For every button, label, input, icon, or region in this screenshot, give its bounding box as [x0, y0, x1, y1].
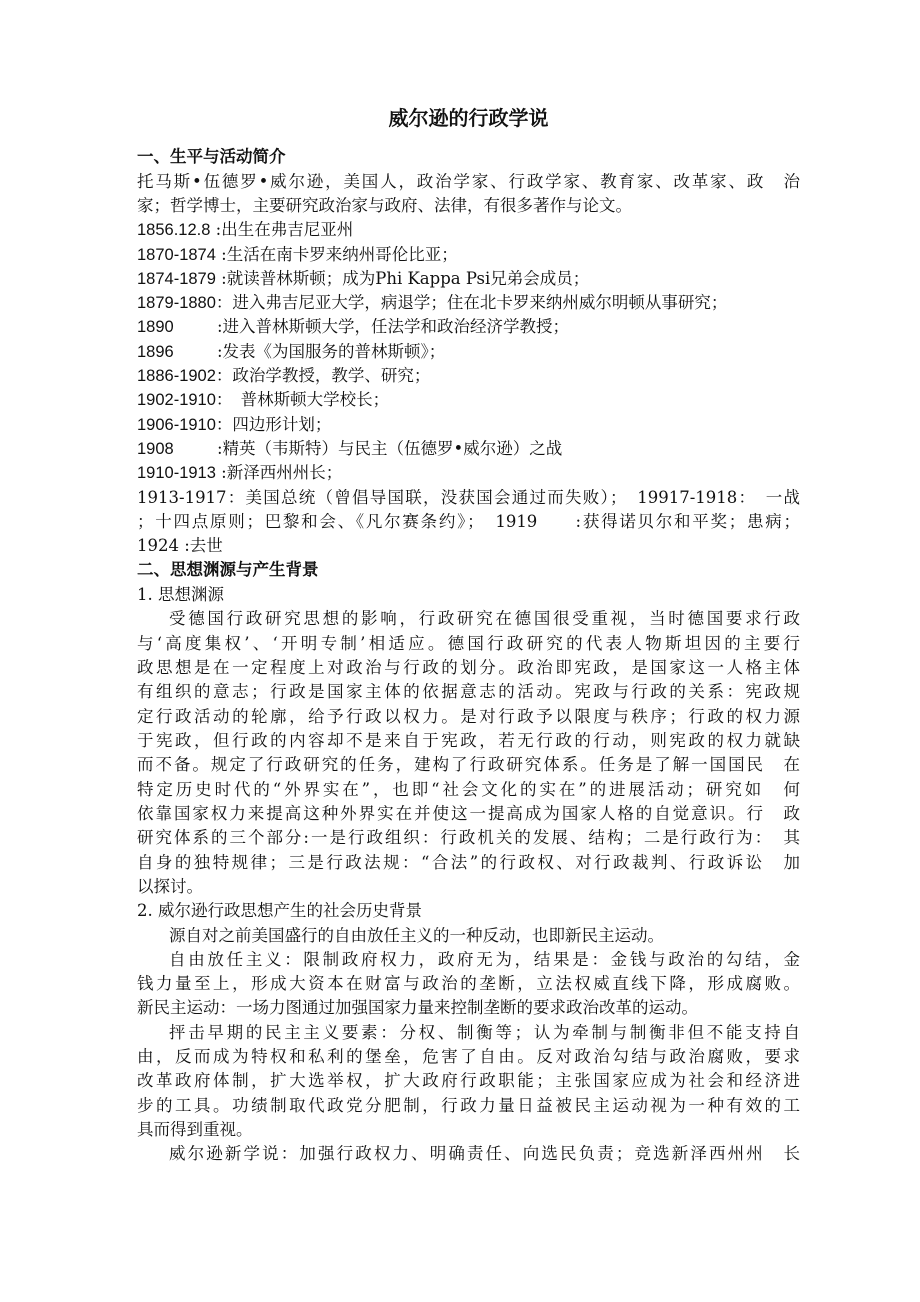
- timeline-date: 1906-1910: [137, 416, 216, 434]
- timeline-date: 1910-1913: [137, 464, 216, 482]
- section2-heading: 二、思想渊源与产生背景: [137, 560, 319, 579]
- timeline-date: 1896: [137, 343, 174, 361]
- paragraph-line: 新民主运动：一场力图通过加强国家力量来控制垄断的要求政治改革的运动。: [137, 998, 698, 1017]
- paragraph-line: 而不备。规定了行政研究的任务，建构了行政研究体系。任务是了解一国国民 在: [137, 755, 800, 774]
- timeline-text: :发表《为国服务的普林斯顿》；: [217, 342, 446, 361]
- timeline-entry: [137, 364, 430, 388]
- presidency-line: 1913-1917：美国总统（曾倡导国联，没获国会通过而失败）； 19917-1918： 一战: [137, 488, 800, 507]
- timeline-entry: [137, 218, 353, 242]
- paragraph-line: 研究体系的三个部分:一是行政组织：行政机关的发展、结构；二是行政行为： 其: [137, 828, 800, 847]
- timeline-text: :进入普林斯顿大学，任法学和政治经济学教授；: [217, 317, 570, 336]
- intro-line: 家；哲学博士，主要研究政治家与政府、法律，有很多著作与论文。: [137, 196, 632, 215]
- subsection-heading: 1. 思想渊源: [137, 585, 224, 604]
- timeline-text: :就读普林斯顿；成为Phi Kappa Psi兄弟会成员；: [215, 269, 590, 288]
- timeline-date: 1902-1910: [137, 391, 216, 409]
- timeline-entry: [137, 267, 589, 291]
- document-title: 威尔逊的行政学说: [388, 106, 549, 130]
- timeline-date: 1890: [137, 318, 174, 336]
- timeline-entry: [137, 388, 389, 412]
- timeline-entry: [137, 315, 569, 339]
- timeline-entry: [137, 413, 331, 437]
- timeline-text: :精英（韦斯特）与民主（伍德罗•威尔逊）之战: [217, 439, 563, 458]
- timeline-text: ：进入弗吉尼亚大学，病退学；住在北卡罗来纳州威尔明顿从事研究；: [215, 293, 728, 312]
- presidency-line: ；十四点原则；巴黎和会、《凡尔赛条约》； 1919 :获得诺贝尔和平奖；患病；: [137, 512, 800, 531]
- timeline-entry: [137, 437, 562, 461]
- timeline-date: 1879-1880: [137, 294, 216, 312]
- timeline-date: 1874-1879: [137, 270, 216, 288]
- paragraph-line: 特定历史时代的“外界实在”，也即“社会文化的实在”的进展活动；研究如 何: [137, 780, 800, 799]
- paragraph-line: 具而得到重视。: [137, 1120, 253, 1139]
- paragraph-line: 于宪政，但行政的内容却不是来自于宪政，若无行政的行动，则宪政的权力就缺: [137, 731, 800, 750]
- paragraph-line: 威尔逊新学说：加强行政权力、明确责任、向选民负责；竞选新泽西州州 长: [169, 1144, 800, 1163]
- paragraph-line: 受德国行政研究思想的影响，行政研究在德国很受重视，当时德国要求行政: [169, 609, 800, 628]
- timeline-text: :新泽西州州长；: [215, 463, 343, 482]
- paragraph-line: 钱力量至上，形成大资本在财富与政治的垄断，立法权威直线下降，形成腐败。: [137, 974, 800, 993]
- timeline-entry: [137, 243, 458, 267]
- paragraph-line: 依靠国家权力来提高这种外界实在并使这一提高成为国家人格的自觉意识。行 政: [137, 804, 800, 823]
- timeline-entry: [137, 340, 445, 364]
- paragraph-line: 自由放任主义：限制政府权力，政府无为，结果是：金钱与政治的勾结，金: [169, 950, 800, 969]
- timeline-date: 1856.12.8: [137, 221, 211, 239]
- timeline-entry: [137, 461, 342, 485]
- timeline-text: ：政治学教授，教学、研究；: [215, 366, 431, 385]
- paragraph-line: 与‘高度集权’、‘开明专制’相适应。德国行政研究的代表人物斯坦因的主要行: [137, 634, 800, 653]
- timeline-entry: [137, 291, 727, 315]
- timeline-text: :出生在弗吉尼亚州: [210, 220, 354, 239]
- timeline-text: ： 普林斯顿大学校长；: [215, 390, 390, 409]
- paragraph-line: 改革政府体制，扩大选举权，扩大政府行政职能；主张国家应成为社会和经济进: [137, 1071, 800, 1090]
- timeline-text: :生活在南卡罗来纳州哥伦比亚；: [215, 245, 458, 264]
- timeline-date: 1886-1902: [137, 367, 216, 385]
- timeline-date: 1870-1874: [137, 246, 216, 264]
- presidency-line: 1924 :去世: [137, 536, 223, 555]
- paragraph-line: 有组织的意志；行政是国家主体的依据意志的活动。宪政与行政的关系：宪政规: [137, 682, 800, 701]
- timeline-text: ：四边形计划；: [215, 415, 332, 434]
- subsection-heading: 2. 威尔逊行政思想产生的社会历史背景: [137, 901, 422, 920]
- section1-heading: 一、生平与活动简介: [137, 147, 286, 166]
- paragraph-line: 自身的独特规律；三是行政法规：“合法”的行政权、对行政裁判、行政诉讼 加: [137, 853, 800, 872]
- paragraph-line: 抨击早期的民主主义要素：分权、制衡等；认为牵制与制衡非但不能支持自: [169, 1023, 800, 1042]
- paragraph-line: 由，反而成为特权和私利的堡垒，危害了自由。反对政治勾结与政治腐败，要求: [137, 1047, 800, 1066]
- paragraph-line: 源自对之前美国盛行的自由放任主义的一种反动，也即新民主运动。: [169, 926, 664, 945]
- paragraph-line: 步的工具。功绩制取代政党分肥制，行政力量日益被民主运动视为一种有效的工: [137, 1096, 800, 1115]
- intro-line: 托马斯•伍德罗•威尔逊，美国人，政治学家、行政学家、教育家、改革家、政 治: [137, 172, 800, 191]
- paragraph-line: 政思想是在一定程度上对政治与行政的划分。政治即宪政，是国家这一人格主体: [137, 658, 800, 677]
- paragraph-line: 定行政活动的轮廓，给予行政以权力。是对行政予以限度与秩序；行政的权力源: [137, 707, 800, 726]
- timeline-date: 1908: [137, 440, 174, 458]
- paragraph-line: 以探讨。: [137, 877, 203, 896]
